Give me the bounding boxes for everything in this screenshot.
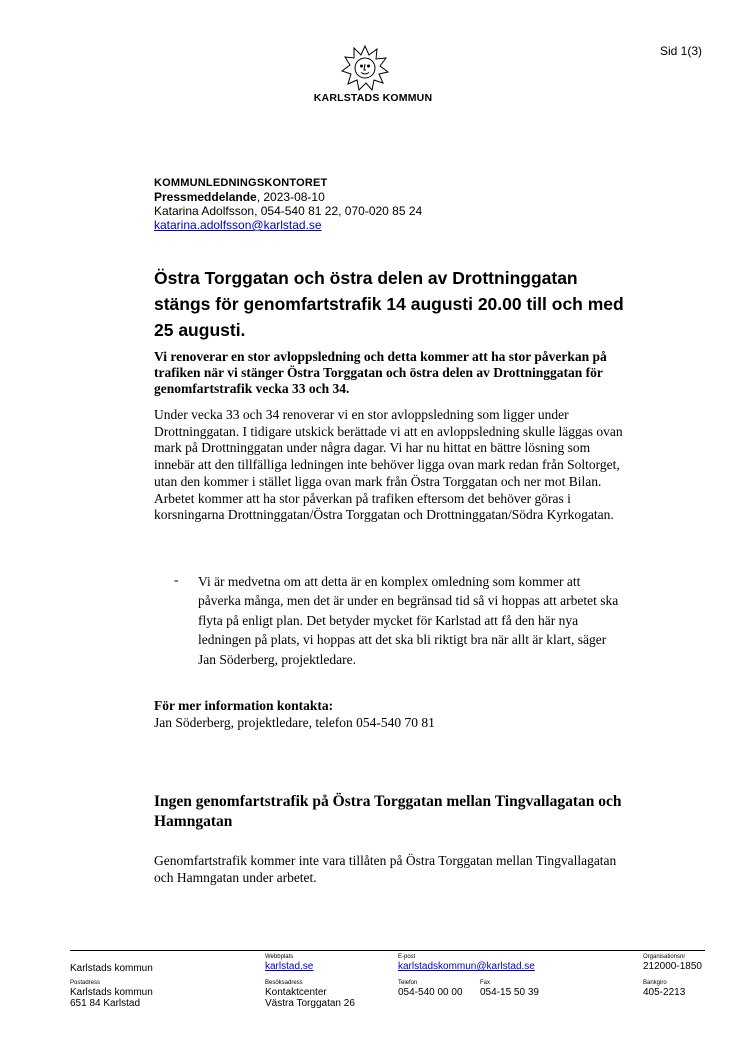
doc-type: Pressmeddelande bbox=[154, 190, 257, 204]
lead-paragraph: Vi renoverar en stor avloppsledning och detta kommer att ha stor påverkan på trafiken när vi stänger Östra Torggatan och östra delen av Drottninggatan för genomfartstrafik vecka 33 och 34. bbox=[154, 349, 607, 396]
footer-orgnr-value: 212000-1850 bbox=[643, 961, 702, 972]
contact-person: Katarina Adolfsson, 054-540 81 22, 070-020 85 24 bbox=[154, 204, 423, 218]
headline: Östra Torggatan och östra delen av Drottninggatan stängs för genomfartstrafik 14 augusti 20.00 till och med 25 augusti. bbox=[154, 268, 624, 340]
footer-divider bbox=[70, 950, 705, 951]
page-number: Sid 1(3) bbox=[659, 44, 702, 58]
press-header bbox=[154, 176, 422, 232]
footer-bankgiro-value: 405-2213 bbox=[643, 987, 686, 998]
footer-fax-value: 054-15 50 39 bbox=[480, 987, 539, 998]
footer-besok-line2: Västra Torggatan 26 bbox=[265, 998, 355, 1009]
footer-fax bbox=[480, 980, 539, 998]
section-paragraph: Genomfartstrafik kommer inte vara tillåten på Östra Torggatan mellan Tingvallagatan och Hamngatan under arbetet. bbox=[154, 853, 617, 886]
footer-post-line2: 651 84 Karlstad bbox=[70, 998, 141, 1009]
footer-orgnr bbox=[643, 954, 702, 972]
footer-fax-label: Fax bbox=[480, 980, 491, 986]
footer-epost-label: E-post bbox=[398, 954, 416, 960]
footer-epost-link[interactable]: karlstadskommun@karlstad.se bbox=[398, 961, 535, 972]
footer-tel-label: Telefon bbox=[398, 980, 418, 986]
contact-heading: För mer information kontakta: bbox=[154, 698, 334, 713]
sun-face-logo-icon bbox=[340, 44, 390, 92]
quote-paragraph: Vi är medvetna om att detta är en komplex omledning som kommer att påverka många, men det är under en begränsad tid så vi hoppas att arbetet ska flyta på enligt plan. Det betyder mycket för Karlstad att få den här nya ledningen på plats, vi hoppas att det ska bli riktigt bra när allt är klart, säger Jan Söderberg, projektledare. bbox=[198, 574, 619, 667]
footer-besok-label: Besöksadress bbox=[265, 980, 303, 986]
footer-post-line1: Karlstads kommun bbox=[70, 987, 153, 998]
footer-org: Karlstads kommun bbox=[70, 963, 153, 974]
contact-email-link[interactable]: katarina.adolfsson@karlstad.se bbox=[154, 218, 322, 232]
quote-bullet: - bbox=[174, 572, 179, 587]
footer-epost bbox=[398, 954, 535, 972]
footer-bankgiro-label: Bankgiro bbox=[643, 980, 667, 986]
footer-webb-label: Webbplats bbox=[265, 954, 294, 960]
footer-bankgiro bbox=[643, 980, 685, 998]
department-name: KOMMUNLEDNINGSKONTORET bbox=[154, 177, 328, 189]
footer-tel bbox=[398, 980, 463, 998]
footer-besok-line1: Kontaktcenter bbox=[265, 987, 327, 998]
doc-date: , 2023-08-10 bbox=[256, 190, 325, 204]
footer-orgnr-label: Organisationsnr bbox=[643, 954, 686, 960]
organization-name: KARLSTADS KOMMUN bbox=[313, 92, 433, 104]
footer-post bbox=[70, 980, 153, 1009]
footer-post-label: Postadress bbox=[70, 980, 101, 986]
footer-besok bbox=[265, 980, 355, 1009]
contact-line: Jan Söderberg, projektledare, telefon 054-540 70 81 bbox=[154, 715, 435, 730]
footer-webb-link[interactable]: karlstad.se bbox=[265, 961, 314, 972]
footer-webb bbox=[265, 954, 313, 972]
section-title: Ingen genomfartstrafik på Östra Torggatan mellan Tingvallagatan och Hamngatan bbox=[154, 793, 622, 830]
doc-type-line bbox=[154, 190, 422, 204]
footer-tel-value: 054-540 00 00 bbox=[398, 987, 463, 998]
body-paragraph: Under vecka 33 och 34 renoverar vi en stor avloppsledning som ligger under Drottninggatan. I tidigare utskick berättade vi att en avloppsledning skulle läggas ovan mark på Drottninggatan under några dagar. Vi har nu hittat en bättre lösning som innebär att den tillfälliga ledningen inte behöver ligga ovan mark redan från Soltorget, utan den kommer i stället ligga ovan mark från Östra Torggatan och ner mot Bilan. Arbetet kommer att ha stor påverkan på trafiken eftersom det behöver göras i korsningarna Drottninggatan/Östra Torggatan och Drottninggatan/Södra Kyrkogatan. bbox=[154, 407, 623, 523]
